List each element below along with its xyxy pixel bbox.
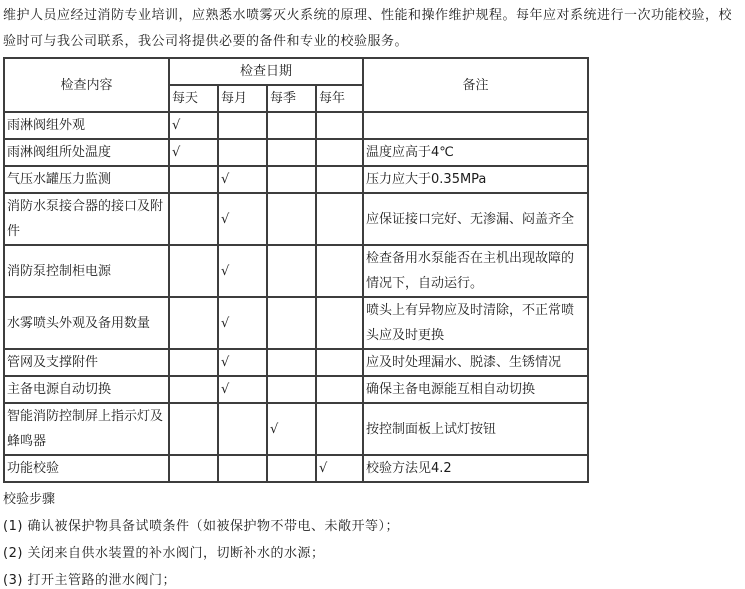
check-monthly: √	[218, 193, 267, 245]
table-row	[4, 349, 588, 376]
row-item: 功能校验	[4, 455, 169, 482]
header-check-content: 检查内容	[4, 58, 169, 112]
check-monthly: √	[218, 349, 267, 376]
check-quarterly	[267, 193, 316, 245]
check-yearly	[316, 139, 363, 166]
table-row	[4, 112, 588, 139]
row-item: 消防水泵接合器的接口及附件	[4, 193, 169, 245]
row-item: 智能消防控制屏上指示灯及蜂鸣器	[4, 403, 169, 455]
row-item: 主备电源自动切换	[4, 376, 169, 403]
check-daily: √	[169, 139, 218, 166]
check-daily: √	[169, 112, 218, 139]
row-remark: 确保主备电源能互相自动切换	[363, 376, 588, 403]
check-yearly	[316, 112, 363, 139]
check-daily	[169, 297, 218, 349]
row-item: 气压水罐压力监测	[4, 166, 169, 193]
check-yearly	[316, 245, 363, 297]
check-daily	[169, 166, 218, 193]
row-remark: 应及时处理漏水、脱漆、生锈情况	[363, 349, 588, 376]
row-item: 雨淋阀组外观	[4, 112, 169, 139]
check-quarterly	[267, 349, 316, 376]
row-remark: 温度应高于4℃	[363, 139, 588, 166]
row-remark	[363, 112, 588, 139]
header-quarterly: 每季	[267, 85, 316, 112]
check-monthly	[218, 455, 267, 482]
header-monthly: 每月	[218, 85, 267, 112]
table-row	[4, 376, 588, 403]
header-check-date: 检查日期	[169, 58, 363, 85]
check-monthly: √	[218, 376, 267, 403]
check-yearly	[316, 166, 363, 193]
table-row	[4, 139, 588, 166]
step-item-2: (2) 关闭来自供水装置的补水阀门，切断补水的水源；	[3, 546, 325, 561]
row-remark: 校验方法见4.2	[363, 455, 588, 482]
check-quarterly	[267, 376, 316, 403]
check-yearly	[316, 376, 363, 403]
table-row	[4, 245, 588, 297]
check-yearly	[316, 193, 363, 245]
header-remark: 备注	[363, 58, 588, 112]
check-daily	[169, 455, 218, 482]
calibration-steps	[3, 491, 745, 589]
header-yearly: 每年	[316, 85, 363, 112]
row-item: 雨淋阀组所处温度	[4, 139, 169, 166]
check-yearly	[316, 403, 363, 455]
check-quarterly	[267, 245, 316, 297]
check-monthly	[218, 139, 267, 166]
table-row	[4, 455, 588, 482]
inspection-schedule-table	[3, 57, 589, 483]
check-monthly: √	[218, 245, 267, 297]
check-quarterly	[267, 297, 316, 349]
steps-title: 校验步骤	[3, 492, 56, 507]
step-item-3: (3) 打开主管路的泄水阀门；	[3, 573, 177, 588]
check-monthly	[218, 112, 267, 139]
row-item: 管网及支撑附件	[4, 349, 169, 376]
check-quarterly	[267, 166, 316, 193]
table-row	[4, 297, 588, 349]
check-quarterly: √	[267, 403, 316, 455]
check-monthly	[218, 403, 267, 455]
check-daily	[169, 245, 218, 297]
row-remark: 检查备用水泵能否在主机出现故障的情况下，自动运行。	[363, 245, 588, 297]
check-quarterly	[267, 455, 316, 482]
table-row	[4, 166, 588, 193]
intro-paragraph: 维护人员应经过消防专业培训，应熟悉水喷雾灭火系统的原理、性能和操作维护规程。每年应对系统进行一次功能校验，校验时可与我公司联系，我公司将提供必要的备件和专业的校验服务。	[3, 8, 733, 49]
table-row	[4, 403, 588, 455]
check-quarterly	[267, 139, 316, 166]
check-yearly	[316, 297, 363, 349]
check-daily	[169, 376, 218, 403]
check-monthly: √	[218, 166, 267, 193]
row-item: 消防泵控制柜电源	[4, 245, 169, 297]
check-quarterly	[267, 112, 316, 139]
row-remark: 压力应大于0.35MPa	[363, 166, 588, 193]
check-yearly: √	[316, 455, 363, 482]
row-remark: 应保证接口完好、无渗漏、闷盖齐全	[363, 193, 588, 245]
row-remark: 喷头上有异物应及时清除，不正常喷头应及时更换	[363, 297, 588, 349]
check-monthly: √	[218, 297, 267, 349]
step-item-1: (1) 确认被保护物具备试喷条件（如被保护物不带电、未敞开等）；	[3, 519, 400, 534]
header-daily: 每天	[169, 85, 218, 112]
check-daily	[169, 349, 218, 376]
check-daily	[169, 403, 218, 455]
check-daily	[169, 193, 218, 245]
check-yearly	[316, 349, 363, 376]
row-remark: 按控制面板上试灯按钮	[363, 403, 588, 455]
table-row	[4, 193, 588, 245]
row-item: 水雾喷头外观及备用数量	[4, 297, 169, 349]
